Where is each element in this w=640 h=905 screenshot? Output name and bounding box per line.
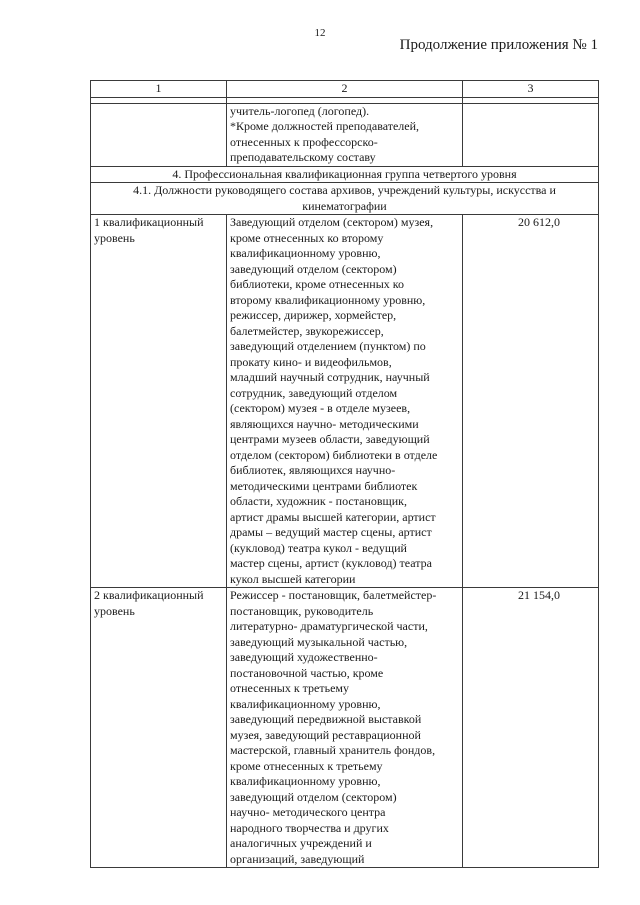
text-line: режиссер, дирижер, хормейстер, <box>230 308 397 322</box>
group-title-row <box>91 166 599 183</box>
text-line: балетмейстер, звукорежиссер, <box>230 323 384 338</box>
text-line: кроме отнесенных к третьему <box>230 758 383 773</box>
column-header-1: 1 <box>91 81 227 98</box>
text-line: квалификационному уровню, <box>230 774 381 788</box>
text-line: прокату кино- и видеофильмов, <box>230 354 392 369</box>
page-number: 12 <box>314 27 326 39</box>
level-cell <box>91 588 227 868</box>
qualification-table <box>90 80 599 868</box>
text-line: артист драмы высшей категории, артист <box>230 509 436 524</box>
text-line: уровень <box>94 603 135 618</box>
text-line: народного творчества и других <box>230 820 389 835</box>
continuation-row <box>91 103 599 166</box>
text-line: являющихся научно- методическими <box>230 416 419 431</box>
column-header-3: 3 <box>463 81 599 98</box>
text-line: постановщик, руководитель <box>230 603 374 618</box>
text-line: квалификационному уровню, <box>230 246 381 260</box>
text-line: заведующий передвижной выставкой <box>230 712 422 726</box>
text-line: заведующий музыкальной частью, <box>230 634 408 649</box>
text-line: отделом (сектором) библиотеки в отделе <box>230 447 438 462</box>
text-line: заведующий отделением (пунктом) по <box>230 339 426 353</box>
text-line: кукол высшей категории <box>230 571 356 586</box>
text-line: постановочной частью, кроме <box>230 665 384 680</box>
text-line: мастер сцены, артист (кукловод) театра <box>230 556 432 570</box>
continuation-level-cell <box>91 103 227 166</box>
text-line: музея, заведующий реставрационной <box>230 727 421 742</box>
text-line: 4.1. Должности руководящего состава архивов, учреждений культуры, искусства и <box>133 183 556 197</box>
text-line: драмы – ведущий мастер сцены, артист <box>230 525 432 539</box>
text-line: младший научный сотрудник, научный <box>230 370 430 384</box>
text-line: мастерской, главный хранитель фондов, <box>230 743 436 757</box>
subgroup-title <box>91 183 599 215</box>
text-line: сотрудник, заведующий отделом <box>230 385 398 400</box>
text-line: методическими центрами библиотек <box>230 478 418 493</box>
text-line: центрами музеев области, заведующий <box>230 432 430 446</box>
text-line: заведующий художественно- <box>230 650 378 664</box>
column-header-2: 2 <box>227 81 463 98</box>
text-line: отнесенных к профессорско- <box>230 134 378 149</box>
appendix-title: Продолжение приложения № 1 <box>399 37 598 53</box>
text-line: 1 квалификационный <box>94 215 204 229</box>
level-cell <box>91 215 227 588</box>
text-line: квалификационному уровню, <box>230 696 381 711</box>
text-line: научно- методического центра <box>230 805 386 819</box>
continuation-salary-cell <box>463 103 599 166</box>
salary-cell: 21 154,0 <box>463 588 599 868</box>
text-line: 2 квалификационный <box>94 588 204 602</box>
text-line: Режиссер - постановщик, балетмейстер- <box>230 588 437 602</box>
table-row <box>91 215 599 588</box>
text-line: второму квалификационному уровню, <box>230 292 426 307</box>
text-line: библиотек, являющихся научно- <box>230 463 396 477</box>
column-number-row <box>91 81 599 98</box>
text-line: заведующий отделом (сектором) <box>230 261 397 276</box>
text-line: отнесенных к третьему <box>230 681 350 695</box>
salary-cell: 20 612,0 <box>463 215 599 588</box>
text-line: учитель-логопед (логопед). <box>230 103 370 118</box>
text-line: уровень <box>94 230 135 245</box>
text-line: области, художник - постановщик, <box>230 494 408 508</box>
text-line: заведующий отделом (сектором) <box>230 789 397 804</box>
text-line: организаций, заведующий <box>230 851 365 866</box>
table-row <box>91 588 599 868</box>
group-title: 4. Профессиональная квалификационная группа четвертого уровня <box>91 166 599 183</box>
positions-cell <box>227 215 463 588</box>
text-line: (кукловод) театра кукол - ведущий <box>230 540 407 555</box>
text-line: аналогичных учреждений и <box>230 836 372 850</box>
text-line: Заведующий отделом (сектором) музея, <box>230 215 434 229</box>
continuation-positions-cell <box>227 103 463 166</box>
text-line: кинематографии <box>302 198 387 213</box>
text-line: библиотеки, кроме отнесенных ко <box>230 277 404 291</box>
text-line: литературно- драматургической части, <box>230 619 428 633</box>
text-line: кроме отнесенных ко второму <box>230 230 384 245</box>
text-line: преподавательскому составу <box>230 150 376 164</box>
positions-cell <box>227 588 463 868</box>
text-line: *Кроме должностей преподавателей, <box>230 119 420 133</box>
subgroup-title-row <box>91 183 599 215</box>
text-line: (сектором) музея - в отделе музеев, <box>230 401 411 415</box>
